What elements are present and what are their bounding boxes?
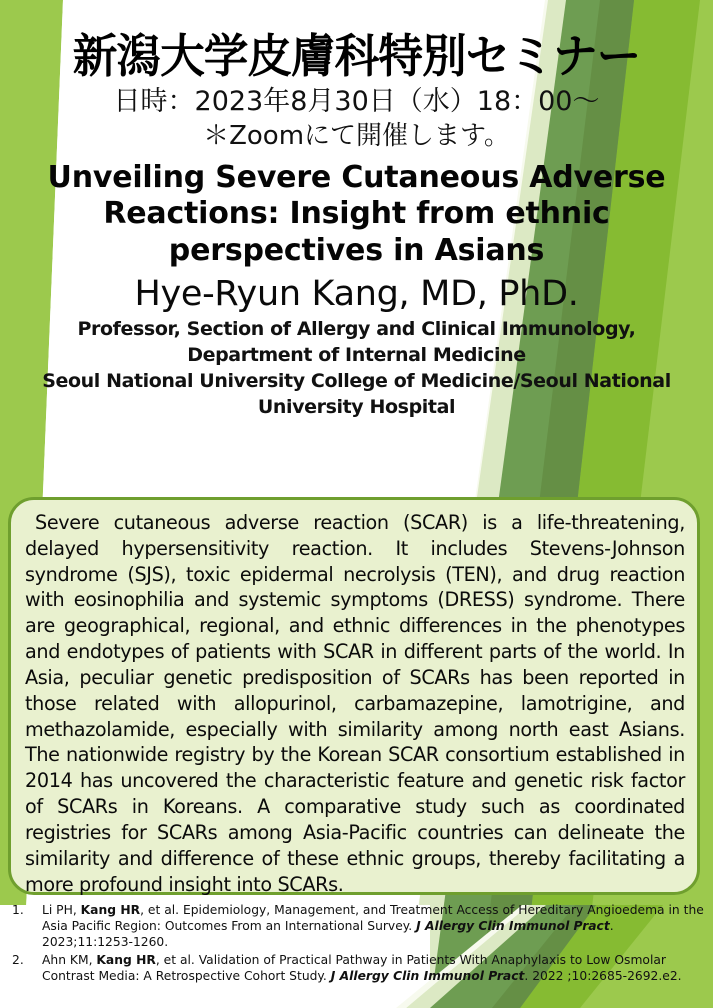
seminar-datetime: 日時：2023年8月30日（水）18：00〜 bbox=[113, 85, 600, 117]
reference-number-1: 1. bbox=[12, 903, 24, 917]
reference-item-1 bbox=[0, 903, 713, 951]
reference-number-2: 2. bbox=[12, 952, 24, 967]
speaker-affiliation-line-1: Professor, Section of Allergy and Clinical Immunology, bbox=[77, 317, 636, 340]
reference-2-part2: , et al. Validation of Practical Pathway in Patients With Anaphylaxis to Low Osmolar Contrast Media: A Retrospective Cohort Study. bbox=[42, 952, 666, 983]
reference-2-journal: J Allergy Clin Immunol Pract bbox=[330, 968, 525, 983]
reference-body-2 bbox=[42, 953, 713, 985]
seminar-platform-note: ＊Zoomにて開催します。 bbox=[203, 121, 510, 152]
reference-body-1 bbox=[42, 903, 713, 951]
speaker-name: Hye-Ryun Kang, MD, PhD. bbox=[134, 274, 579, 315]
speaker-affiliation-line-3: Seoul National University College of Medicine/Seoul National bbox=[42, 370, 671, 393]
speaker-affiliation-line-4: University Hospital bbox=[257, 396, 456, 419]
reference-item-2 bbox=[0, 953, 713, 985]
lecture-title: Unveiling Severe Cutaneous Adverse Reactions: Insight from ethnic perspectives in Asians bbox=[47, 159, 666, 268]
reference-1-author-bold: Kang HR bbox=[80, 903, 141, 917]
reference-2-author-bold: Kang HR bbox=[96, 952, 156, 967]
reference-list bbox=[0, 903, 713, 987]
reference-1-part2: , et al. Epidemiology, Management, and Treatment Access of Hereditary Angioedema in the Asia Pacific Region: Outcomes From an International Survey. bbox=[42, 903, 704, 933]
reference-2-part1: Ahn KM, bbox=[42, 952, 97, 967]
reference-2-part3: . 2022 ;10:2685-2692.e2. bbox=[524, 968, 682, 983]
abstract-text: Severe cutaneous adverse reaction (SCAR) is a life-threatening, delayed hypersensitivity reaction. It includes Stevens-Johnson syndrome (SJS), toxic epidermal necrolysis (TEN), and drug reaction with eosinophilia and systemic symptoms (DRESS) syndrome. There are geographical, regional, and ethnic differences in the phenotypes and endotypes of patients with SCAR in different parts of the world. In Asia, peculiar genetic predisposition of SCARs has been reported in those related with allopurinol, carbamazepine, lamotrigine, and methazolamide, especially with similarity among north east Asians. The nationwide registry by the Korean SCAR consortium established in 2014 has uncovered the characteristic feature and genetic risk factor of SCARs in Koreans. A comparative study such as coordinated registries for SCARs among Asia-Pacific countries can delineate the similarity and difference of these ethnic groups, thereby facilitating a more profound insight into SCARs. bbox=[25, 511, 685, 896]
abstract-box bbox=[8, 497, 700, 895]
speaker-affiliation-line-2: Department of Internal Medicine bbox=[187, 343, 526, 366]
reference-1-journal: J Allergy Clin Immunol Pract bbox=[416, 918, 610, 933]
seminar-title-japanese: 新潟大学皮膚科特別セミナー bbox=[72, 29, 641, 83]
poster-header bbox=[0, 0, 713, 420]
reference-1-part3: . 2023;11:1253-1260. bbox=[42, 918, 614, 949]
reference-1-part1: Li PH, bbox=[42, 903, 81, 917]
